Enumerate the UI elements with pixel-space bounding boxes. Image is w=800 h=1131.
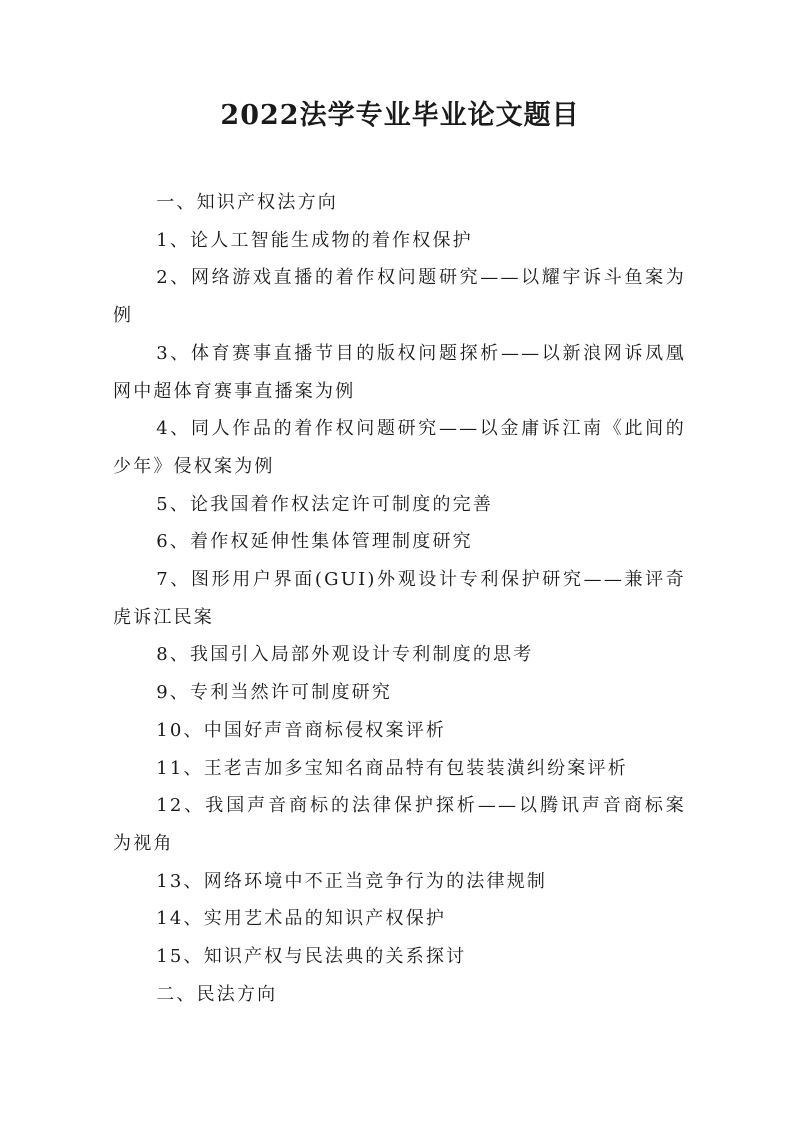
list-item: 5、论我国着作权法定许可制度的完善: [156, 493, 494, 515]
list-item: 12、我国声音商标的法律保护探析——以腾讯声音商标案为视角: [113, 795, 686, 854]
list-item: 2、网络游戏直播的着作权问题研究——以耀宇诉斗鱼案为例: [113, 267, 686, 327]
list-item: 1、论人工智能生成物的着作权保护: [156, 229, 473, 251]
list-item: 15、知识产权与民法典的关系探讨: [156, 946, 467, 968]
document-body: [113, 184, 686, 1013]
list-item: 10、中国好声音商标侵权案评析: [156, 719, 447, 741]
list-item: 14、实用艺术品的知识产权保护: [156, 908, 447, 930]
list-item: 13、网络环境中不正当竞争行为的法律规制: [156, 870, 548, 892]
document-title: 2022法学专业毕业论文题目: [220, 100, 580, 131]
list-item: 6、着作权延伸性集体管理制度研究: [156, 531, 473, 553]
list-item: 11、王老吉加多宝知名商品特有包装装潢纠纷案评析: [156, 757, 628, 779]
list-item: 3、体育赛事直播节目的版权问题探析——以新浪网诉凤凰网中超体育赛事直播案为例: [113, 342, 686, 402]
section-heading-civil-law: 二、民法方向: [156, 983, 278, 1005]
list-item: 7、图形用户界面(GUI)外观设计专利保护研究——兼评奇虎诉江民案: [113, 569, 686, 628]
list-item: 4、同人作品的着作权问题研究——以金庸诉江南《此间的少年》侵权案为例: [113, 418, 686, 477]
list-item: 8、我国引入局部外观设计专利制度的思考: [156, 644, 534, 666]
list-item: 9、专利当然许可制度研究: [156, 682, 393, 704]
section-heading-ip-law: 一、知识产权法方向: [156, 192, 338, 213]
